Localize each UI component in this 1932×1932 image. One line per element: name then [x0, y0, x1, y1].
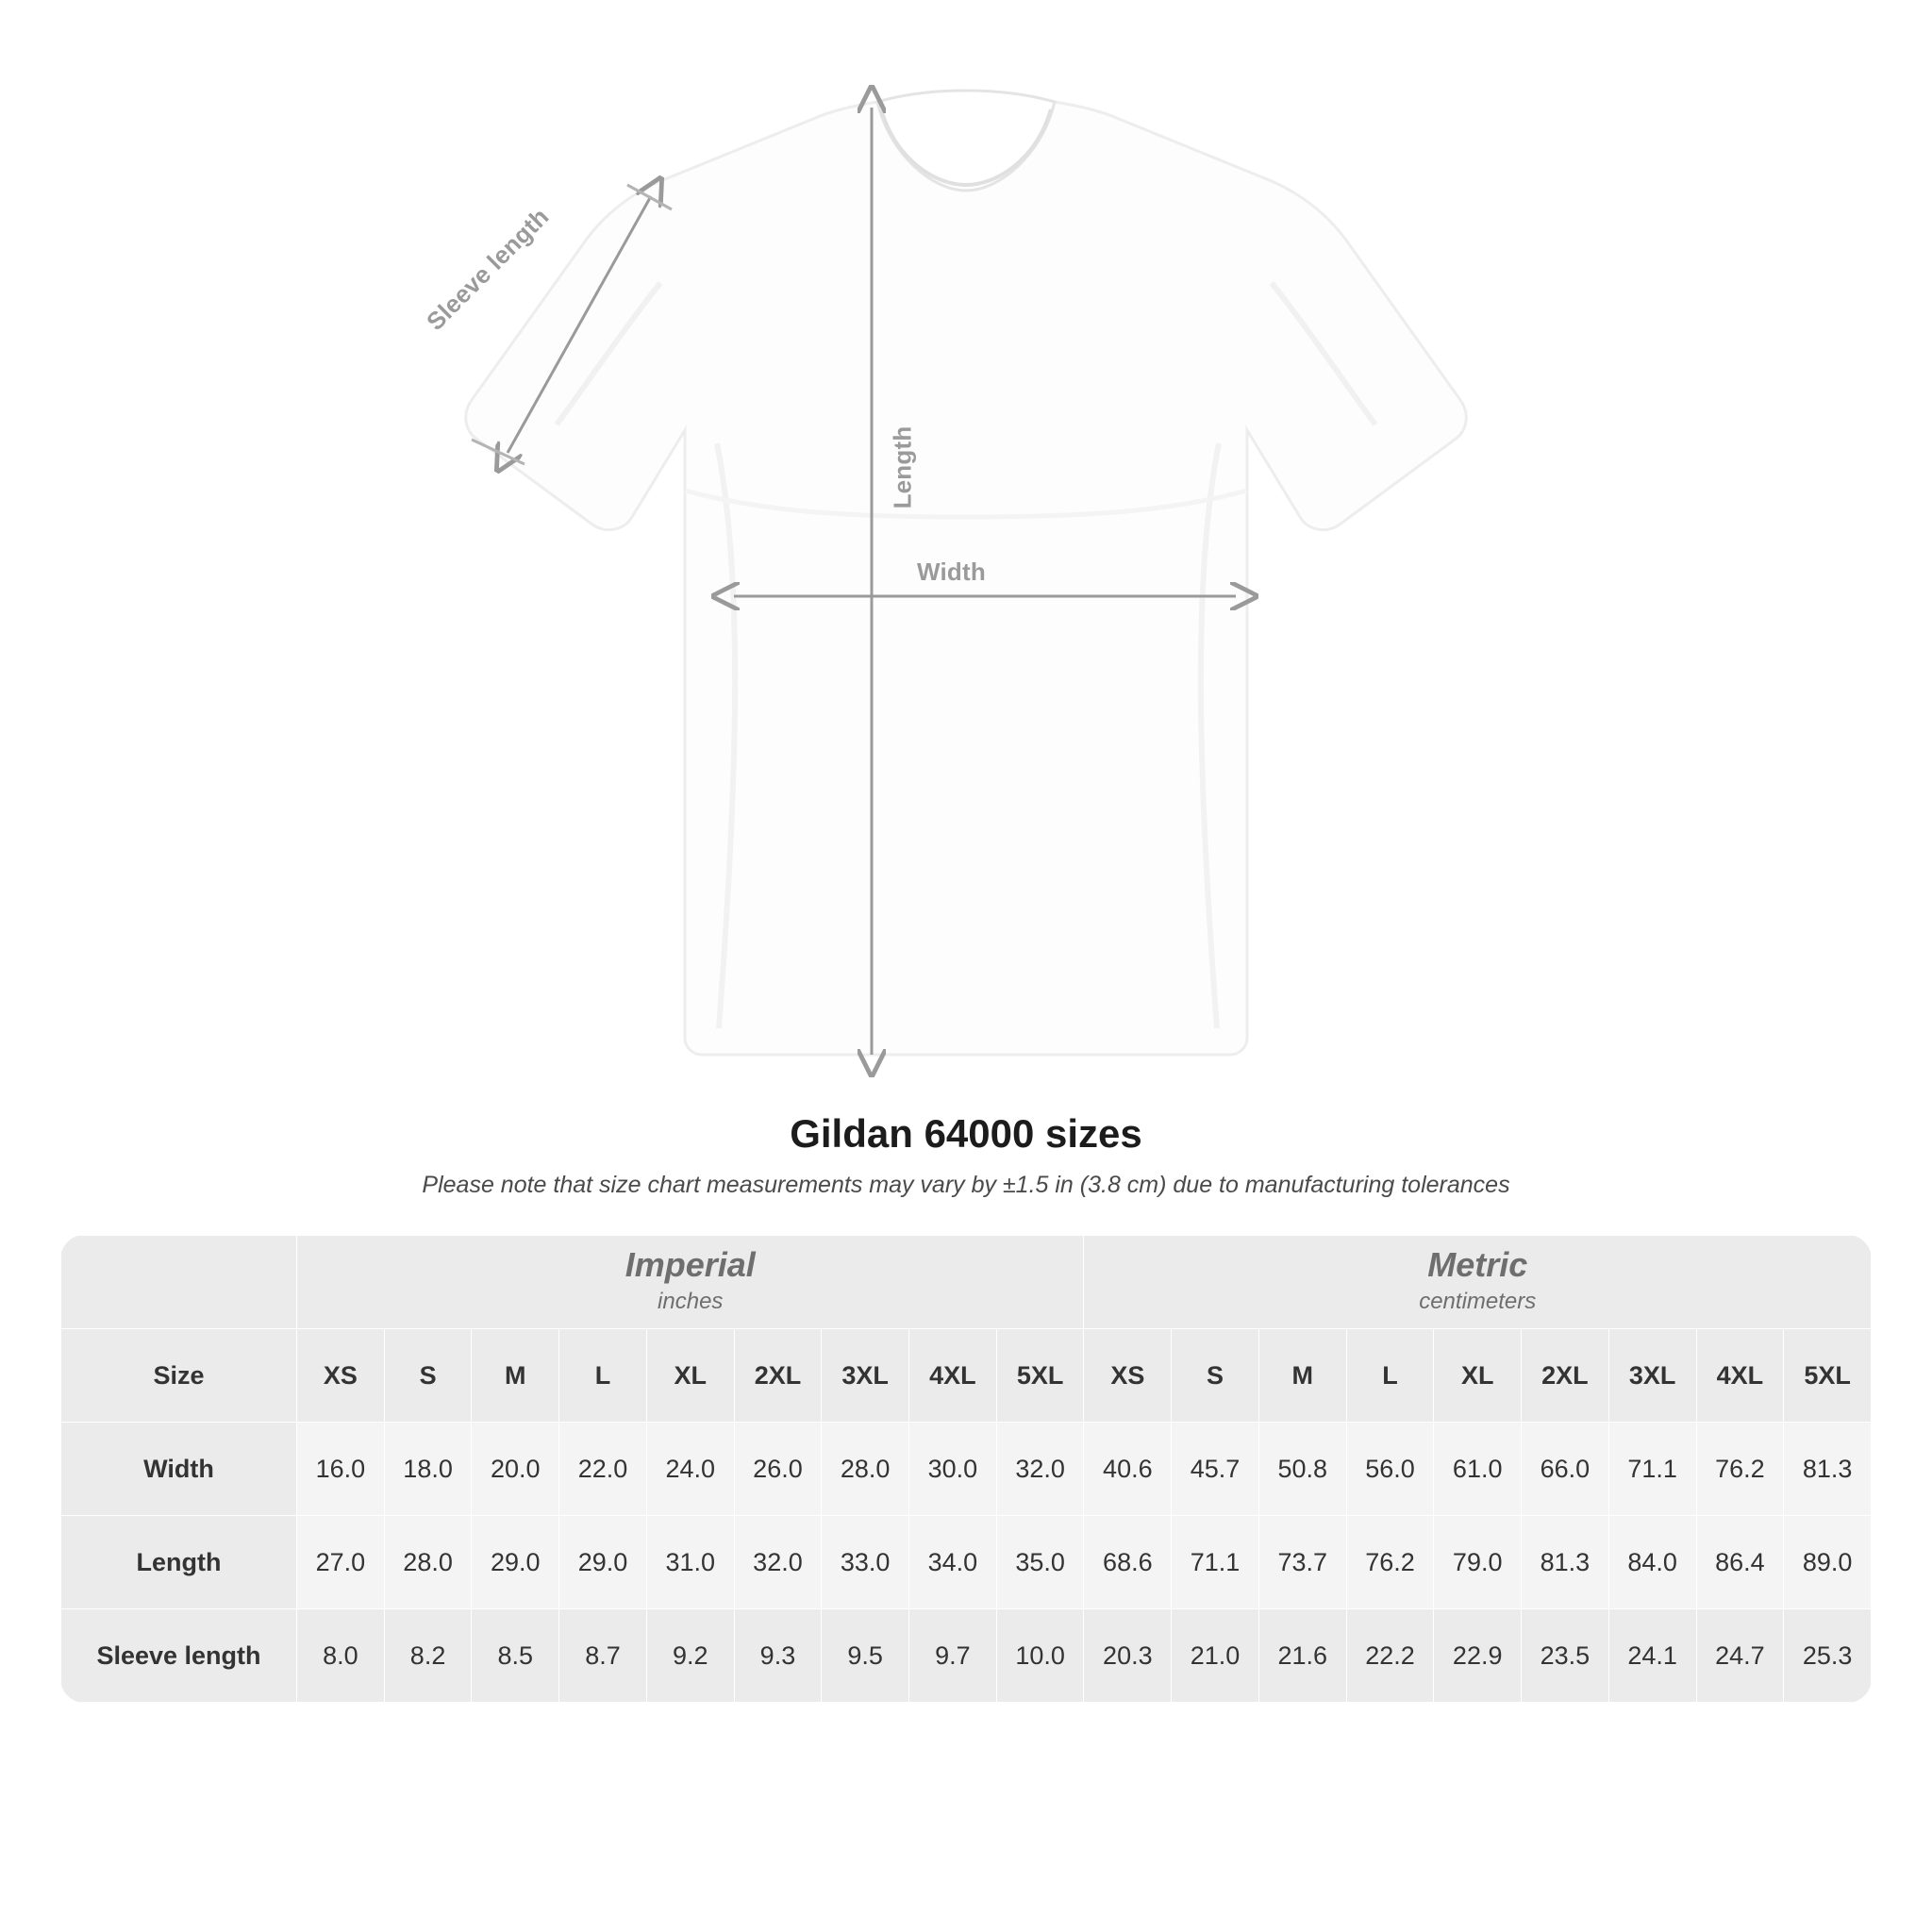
- table-cell: 28.0: [822, 1423, 909, 1516]
- table-header-row: [61, 1329, 1872, 1423]
- table-cell: 18.0: [384, 1423, 472, 1516]
- table-cell: 73.7: [1258, 1516, 1346, 1609]
- size-header-cell: 3XL: [822, 1329, 909, 1423]
- size-header-cell: L: [1346, 1329, 1434, 1423]
- table-row: [61, 1516, 1872, 1609]
- size-header-cell: M: [472, 1329, 559, 1423]
- table-cell: 28.0: [384, 1516, 472, 1609]
- tolerance-note: Please note that size chart measurements may vary by ±1.5 in (3.8 cm) due to manufacturing tolerances: [422, 1172, 1510, 1198]
- table-cell: 56.0: [1346, 1423, 1434, 1516]
- table-cell: 76.2: [1696, 1423, 1784, 1516]
- table-cell: 40.6: [1084, 1423, 1172, 1516]
- table-cell: 24.1: [1608, 1609, 1696, 1703]
- unit-group-metric: [1084, 1236, 1872, 1329]
- unit-header-spacer: [61, 1236, 297, 1329]
- title-block: [0, 1111, 1932, 1199]
- size-header-cell: 2XL: [734, 1329, 822, 1423]
- table-cell: 8.0: [297, 1609, 385, 1703]
- table-cell: 9.5: [822, 1609, 909, 1703]
- table-cell: 45.7: [1172, 1423, 1259, 1516]
- table-cell: 26.0: [734, 1423, 822, 1516]
- table-cell: 32.0: [734, 1516, 822, 1609]
- table-cell: 71.1: [1172, 1516, 1259, 1609]
- table-cell: 27.0: [297, 1516, 385, 1609]
- unit-header-row: [61, 1236, 1872, 1329]
- width-label: Width: [917, 558, 986, 586]
- size-header-cell: XL: [1434, 1329, 1522, 1423]
- table-cell: 24.0: [646, 1423, 734, 1516]
- table-cell: 86.4: [1696, 1516, 1784, 1609]
- table-cell: 20.3: [1084, 1609, 1172, 1703]
- size-header-cell: XL: [646, 1329, 734, 1423]
- unit-group-metric-name: Metric: [1427, 1245, 1528, 1285]
- size-header-cell: S: [1172, 1329, 1259, 1423]
- table-cell: 21.6: [1258, 1609, 1346, 1703]
- table-cell: 84.0: [1608, 1516, 1696, 1609]
- unit-group-imperial-sub: inches: [658, 1288, 724, 1314]
- size-header-cell: XS: [297, 1329, 385, 1423]
- table-cell: 23.5: [1522, 1609, 1609, 1703]
- size-header-cell: S: [384, 1329, 472, 1423]
- table-row: [61, 1423, 1872, 1516]
- column-header-size: Size: [61, 1329, 297, 1423]
- table-cell: 76.2: [1346, 1516, 1434, 1609]
- table-cell: 21.0: [1172, 1609, 1259, 1703]
- sleeve-length-label: Sleeve length: [420, 202, 555, 336]
- table-cell: 68.6: [1084, 1516, 1172, 1609]
- table-cell: 25.3: [1784, 1609, 1872, 1703]
- table-cell: 9.2: [646, 1609, 734, 1703]
- table-cell: 34.0: [909, 1516, 997, 1609]
- table-cell: 9.3: [734, 1609, 822, 1703]
- table-cell: 33.0: [822, 1516, 909, 1609]
- size-header-cell: L: [559, 1329, 647, 1423]
- size-header-cell: M: [1258, 1329, 1346, 1423]
- table-cell: 31.0: [646, 1516, 734, 1609]
- unit-group-imperial: [297, 1236, 1084, 1329]
- table-cell: 16.0: [297, 1423, 385, 1516]
- size-header-cell: XS: [1084, 1329, 1172, 1423]
- table-cell: 32.0: [996, 1423, 1084, 1516]
- table-cell: 81.3: [1784, 1423, 1872, 1516]
- size-header-cell: 4XL: [1696, 1329, 1784, 1423]
- size-header-cell: 4XL: [909, 1329, 997, 1423]
- table-cell: 22.2: [1346, 1609, 1434, 1703]
- table-cell: 81.3: [1522, 1516, 1609, 1609]
- table-cell: 71.1: [1608, 1423, 1696, 1516]
- page-title: Gildan 64000 sizes: [790, 1111, 1142, 1156]
- table-cell: 8.5: [472, 1609, 559, 1703]
- table-cell: 30.0: [909, 1423, 997, 1516]
- size-header-cell: 5XL: [1784, 1329, 1872, 1423]
- table-cell: 50.8: [1258, 1423, 1346, 1516]
- table-cell: 66.0: [1522, 1423, 1609, 1516]
- table-row: [61, 1609, 1872, 1703]
- table-cell: 10.0: [996, 1609, 1084, 1703]
- table-cell: 8.7: [559, 1609, 647, 1703]
- table-cell: 8.2: [384, 1609, 472, 1703]
- size-table-container: [60, 1235, 1872, 1703]
- size-table: [60, 1235, 1872, 1703]
- table-cell: 35.0: [996, 1516, 1084, 1609]
- table-cell: 89.0: [1784, 1516, 1872, 1609]
- table-cell: 29.0: [472, 1516, 559, 1609]
- table-cell: 9.7: [909, 1609, 997, 1703]
- table-cell: 22.0: [559, 1423, 647, 1516]
- size-header-cell: 5XL: [996, 1329, 1084, 1423]
- row-label-width: Width: [61, 1423, 297, 1516]
- table-cell: 61.0: [1434, 1423, 1522, 1516]
- unit-group-metric-sub: centimeters: [1419, 1288, 1537, 1314]
- table-cell: 22.9: [1434, 1609, 1522, 1703]
- table-cell: 20.0: [472, 1423, 559, 1516]
- length-label: Length: [888, 425, 917, 509]
- table-cell: 24.7: [1696, 1609, 1784, 1703]
- table-cell: 79.0: [1434, 1516, 1522, 1609]
- size-header-cell: 3XL: [1608, 1329, 1696, 1423]
- size-header-cell: 2XL: [1522, 1329, 1609, 1423]
- unit-group-imperial-name: Imperial: [625, 1245, 756, 1285]
- table-cell: 29.0: [559, 1516, 647, 1609]
- row-label-sleeve-length: Sleeve length: [61, 1609, 297, 1703]
- row-label-length: Length: [61, 1516, 297, 1609]
